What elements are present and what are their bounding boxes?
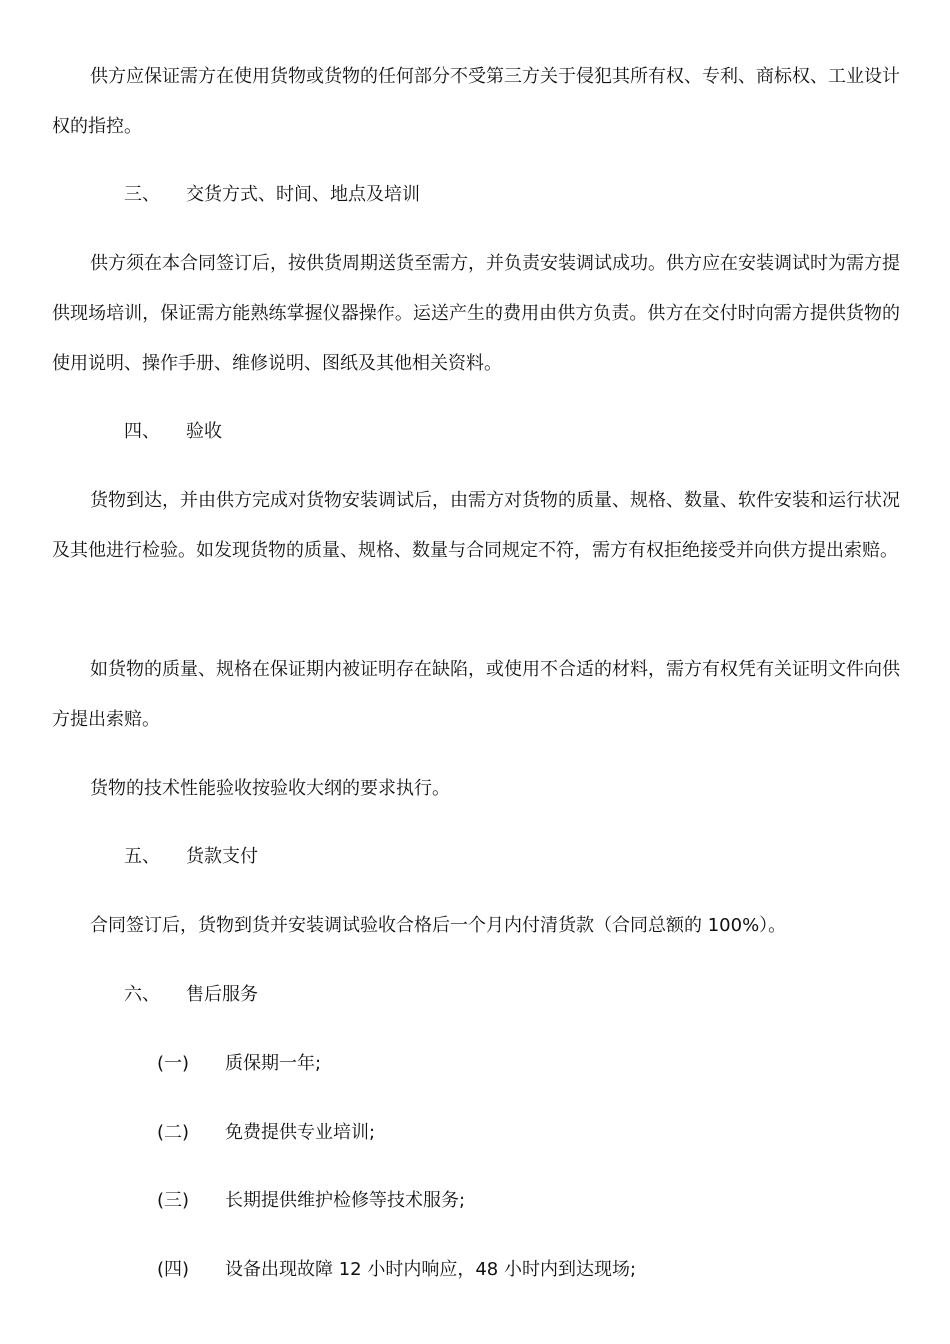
section-heading-after-sales: [124, 983, 258, 1007]
section-heading-payment: [124, 845, 258, 869]
service-item-text: 设备出现故障 12 小时内响应，48 小时内到达现场;: [225, 1259, 637, 1280]
section-number: 三、: [124, 184, 160, 205]
section-title: 交货方式、时间、地点及培训: [186, 184, 420, 205]
section-number: 四、: [124, 421, 160, 442]
paragraph-ip-warranty: 供方应保证需方在使用货物或货物的任何部分不受第三方关于侵犯其所有权、专利、商标权、工业设计权的指控。: [52, 66, 900, 137]
section-number: 五、: [124, 846, 160, 867]
paragraph-delivery-terms: 供方须在本合同签订后，按供货周期送货至需方，并负责安装调试成功。供方应在安装调试时为需方提供现场培训，保证需方能熟练掌握仪器操作。运送产生的费用由供方负责。供方在交付时向需方提供货物的使用说明、操作手册、维修说明、图纸及其他相关资料。: [52, 253, 900, 374]
service-item-number: (一): [157, 1053, 190, 1074]
service-item-text: 免费提供专业培训;: [225, 1122, 376, 1143]
section-heading-delivery: [124, 183, 420, 207]
service-item: [157, 1258, 636, 1282]
service-item-number: (二): [157, 1122, 190, 1143]
section-title: 验收: [186, 421, 222, 442]
service-item-number: (四): [157, 1259, 190, 1280]
section-number: 六、: [124, 984, 160, 1005]
service-item: [157, 1121, 375, 1145]
service-item: [157, 1052, 321, 1076]
section-title: 货款支付: [186, 846, 258, 867]
service-item-text: 长期提供维护检修等技术服务;: [225, 1190, 466, 1211]
paragraph-technical-acceptance: 货物的技术性能验收按验收大纲的要求执行。: [90, 778, 450, 799]
section-title: 售后服务: [186, 984, 258, 1005]
paragraph-defect-claims: 如货物的质量、规格在保证期内被证明存在缺陷，或使用不合适的材料，需方有权凭有关证明文件向供方提出索赔。: [52, 659, 900, 730]
section-heading-acceptance: [124, 420, 222, 444]
service-item-text: 质保期一年;: [225, 1053, 322, 1074]
paragraph-payment-terms: 合同签订后，货物到货并安装调试验收合格后一个月内付清货款（合同总额的 100%）。: [90, 915, 787, 936]
paragraph-inspection: 货物到达，并由供方完成对货物安装调试后，由需方对货物的质量、规格、数量、软件安装和运行状况及其他进行检验。如发现货物的质量、规格、数量与合同规定不符，需方有权拒绝接受并向供方提出索赔。: [52, 490, 900, 561]
service-item-number: (三): [157, 1190, 190, 1211]
service-item: [157, 1189, 465, 1213]
